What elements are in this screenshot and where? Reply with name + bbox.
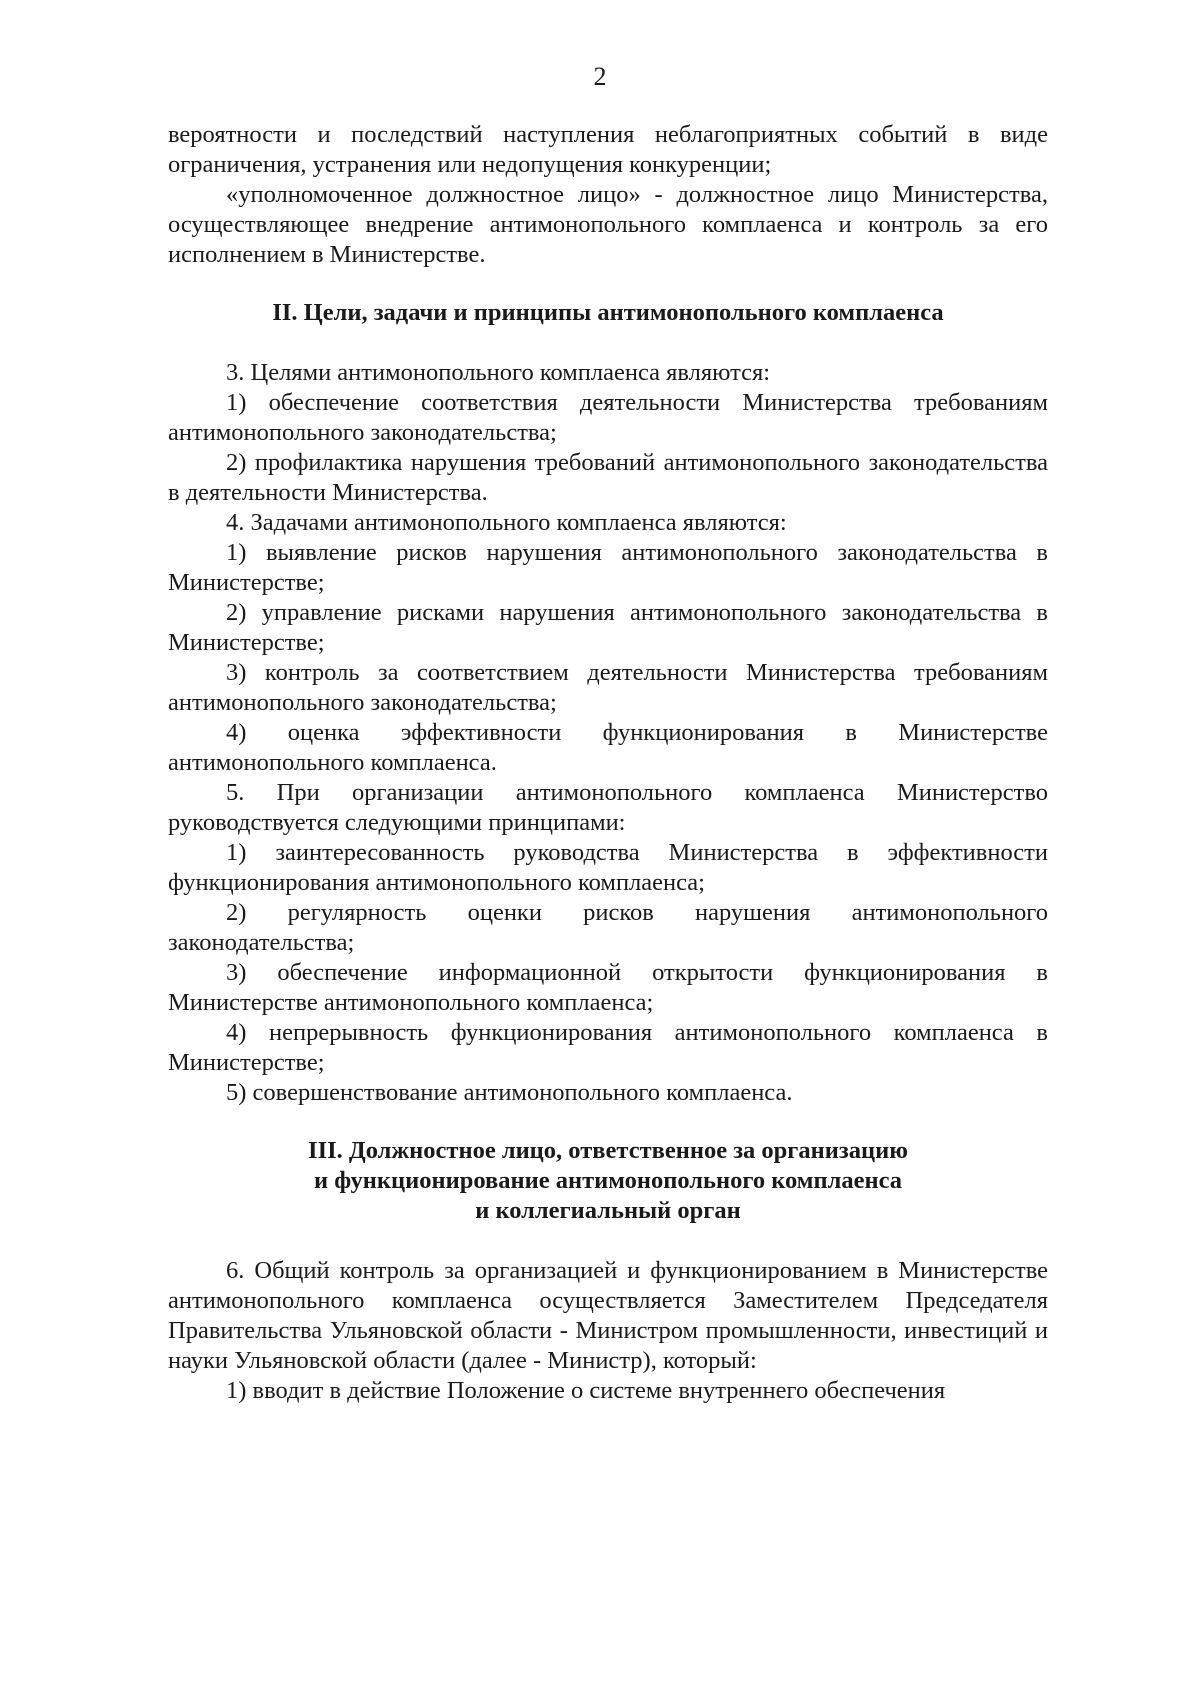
section-3-heading-line-1: III. Должностное лицо, ответственное за организацию — [308, 1137, 908, 1164]
clause-5-item-3: 3) обеспечение информационной открытости функционирования в Министерстве антимонопольного комплаенса; — [168, 959, 1048, 1016]
clause-3-item-1: 1) обеспечение соответствия деятельности Министерства требованиям антимонопольного законодательства; — [168, 389, 1048, 446]
intro-paragraph-definition: «уполномоченное должностное лицо» - должностное лицо Министерства, осуществляющее внедрение антимонопольного комплаенса и контроль за его исполнением в Министерстве. — [168, 181, 1048, 268]
section-2-heading: II. Цели, задачи и принципы антимонопольного комплаенса — [272, 299, 944, 326]
clause-4: 4. Задачами антимонопольного комплаенса являются: — [226, 509, 787, 536]
clause-5-item-1: 1) заинтересованность руководства Министерства в эффективности функционирования антимонопольного комплаенса; — [168, 839, 1048, 896]
clause-5-item-5: 5) совершенствование антимонопольного комплаенса. — [226, 1079, 793, 1106]
intro-paragraph-continuation: вероятности и последствий наступления неблагоприятных событий в виде ограничения, устранения или недопущения конкуренции; — [168, 121, 1048, 178]
clause-3-item-2: 2) профилактика нарушения требований антимонопольного законодательства в деятельности Министерства. — [168, 449, 1048, 506]
clause-4-item-3: 3) контроль за соответствием деятельности Министерства требованиям антимонопольного законодательства; — [168, 659, 1048, 716]
clause-3: 3. Целями антимонопольного комплаенса являются: — [226, 359, 771, 386]
page-number: 2 — [593, 62, 607, 91]
section-3-heading-line-3: и коллегиальный орган — [475, 1197, 741, 1224]
clause-4-item-2: 2) управление рисками нарушения антимонопольного законодательства в Министерстве; — [168, 599, 1048, 656]
clause-4-item-1: 1) выявление рисков нарушения антимонопольного законодательства в Министерстве; — [168, 539, 1048, 596]
clause-4-item-4: 4) оценка эффективности функционирования в Министерстве антимонопольного комплаенса. — [168, 719, 1048, 776]
document-body — [168, 120, 1048, 1406]
section-3-heading-line-2: и функционирование антимонопольного комплаенса — [313, 1167, 903, 1194]
clause-5-item-2: 2) регулярность оценки рисков нарушения антимонопольного законодательства; — [168, 899, 1048, 956]
clause-6-item-1: 1) вводит в действие Положение о системе внутреннего обеспечения — [226, 1377, 946, 1404]
clause-5: 5. При организации антимонопольного комплаенса Министерство руководствуется следующими принципами: — [168, 779, 1048, 836]
clause-6: 6. Общий контроль за организацией и функционированием в Министерстве антимонопольного комплаенса осуществляется Заместителем Председателя Правительства Ульяновской области - Министром промышленности, инвестиций и науки Ульяновской области (далее - Министр), который: — [168, 1257, 1048, 1374]
clause-5-item-4: 4) непрерывность функционирования антимонопольного комплаенса в Министерстве; — [168, 1019, 1048, 1076]
section-3-heading — [168, 1136, 1048, 1226]
